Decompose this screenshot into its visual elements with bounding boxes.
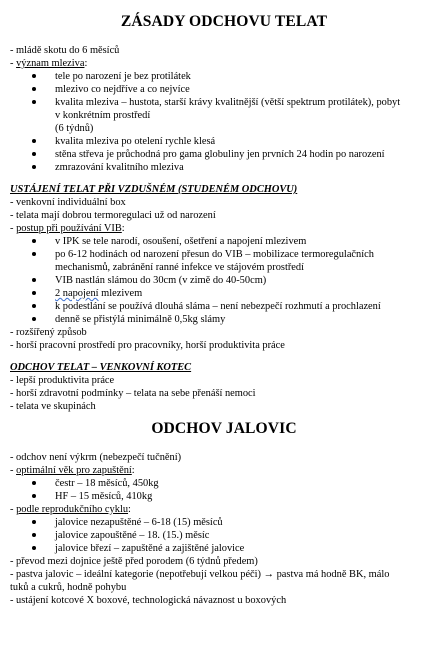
underlined-label: optimální věk pro zapuštění: [16, 465, 132, 476]
list-item: HF – 15 měsíců, 410kg: [32, 490, 438, 503]
text-line: - horší pracovní prostředí pro pracovníky, horší produktivita práce: [10, 340, 285, 351]
spellcheck-marked-word: 2 napojení: [55, 288, 99, 299]
text-line: - postup při používání VIB:: [10, 223, 125, 234]
bullet-list: [10, 70, 438, 174]
text-line: - venkovní individuální box: [10, 197, 126, 208]
list-item: VIB nastlán slámou do 30cm (v zimě do 40-50cm): [32, 274, 438, 287]
underlined-label: podle reprodukčního cyklu: [16, 504, 129, 515]
list-item: jalovice březí – zapuštěné a zajištěné jalovice: [32, 542, 438, 555]
bullet-list: [10, 477, 438, 503]
list-item: zmrazování kvalitního mleziva: [32, 161, 438, 174]
underlined-label: postup při používání VIB: [16, 223, 122, 234]
list-item: čestr – 18 měsíců, 450kg: [32, 477, 438, 490]
text-line: - převod mezi dojnice ještě před porodem (6 týdnů předem): [10, 556, 258, 567]
list-item: stěna střeva je průchodná pro gama globuliny jen prvních 24 hodin po narození: [32, 148, 438, 161]
page-title: ZÁSADY ODCHOVU TELAT: [120, 13, 328, 30]
bullet-list: [10, 516, 438, 555]
list-item: kvalita mleziva – hustota, starší krávy kvalitnější (větší spektrum protilátek), pobyt v konkrétním prostředí (6 týdnů): [32, 96, 438, 135]
list-item: kvalita mleziva po otelení rychle klesá: [32, 135, 438, 148]
section-heading: ODCHOV TELAT – VENKOVNÍ KOTEC: [10, 362, 192, 373]
text-line: - telata ve skupinách: [10, 401, 96, 412]
text-line: - lepší produktivita práce: [10, 375, 115, 386]
list-item: jalovice nezapuštěné – 6-18 (15) měsíců: [32, 516, 438, 529]
underlined-label: význam mleziva: [16, 58, 85, 69]
list-item: 2 napojení mlezivem: [32, 287, 438, 300]
text-line: - mládě skotu do 6 měsíců: [10, 45, 120, 56]
section-heading: USTÁJENÍ TELAT PŘI VZDUŠNÉM (STUDENÉM ODCHOVU): [10, 184, 298, 195]
bullet-list: [10, 235, 438, 326]
list-item: tele po narození je bez protilátek: [32, 70, 438, 83]
text-line: - pastva jalovic – ideální kategorie (nepotřebují velkou péči) → pastva má hodně BK, málo: [10, 569, 390, 580]
text-line: - optimální věk pro zapuštění:: [10, 465, 135, 476]
text-line: - podle reprodukčního cyklu:: [10, 504, 131, 515]
text-line: - horší zdravotní podmínky – telata na sebe přenáší nemoci: [10, 388, 256, 399]
list-item: po 6-12 hodinách od narození přesun do VIB – mobilizace termoregulačních mechanismů, zabránění ranné infekce ve stájovém prostředí: [32, 248, 438, 274]
list-item: jalovice zapouštěné – 18. (15.) měsíc: [32, 529, 438, 542]
text-line: - telata mají dobrou termoregulaci už od narození: [10, 210, 216, 221]
section-title: ODCHOV JALOVIC: [151, 420, 297, 437]
list-item: mlezivo co nejdříve a co nejvíce: [32, 83, 438, 96]
text-line: - ustájení kotcové X boxové, technologická návaznost u boxových: [10, 595, 287, 606]
list-item: k podestlání se používá dlouhá sláma – není nebezpečí rozhmutí a prochlazení: [32, 300, 438, 313]
text-line: - rozšířený způsob: [10, 327, 87, 338]
text-line: - odchov není výkrm (nebezpečí tučnění): [10, 452, 182, 463]
list-item: v IPK se tele narodí, osoušení, ošetření a napojení mlezivem: [32, 235, 438, 248]
text-line: tuků a cukrů, hodně pohybu: [10, 582, 127, 593]
text-line: - význam mleziva:: [10, 58, 88, 69]
list-item: denně se přistýlá minimálně 0,5kg slámy: [32, 313, 438, 326]
